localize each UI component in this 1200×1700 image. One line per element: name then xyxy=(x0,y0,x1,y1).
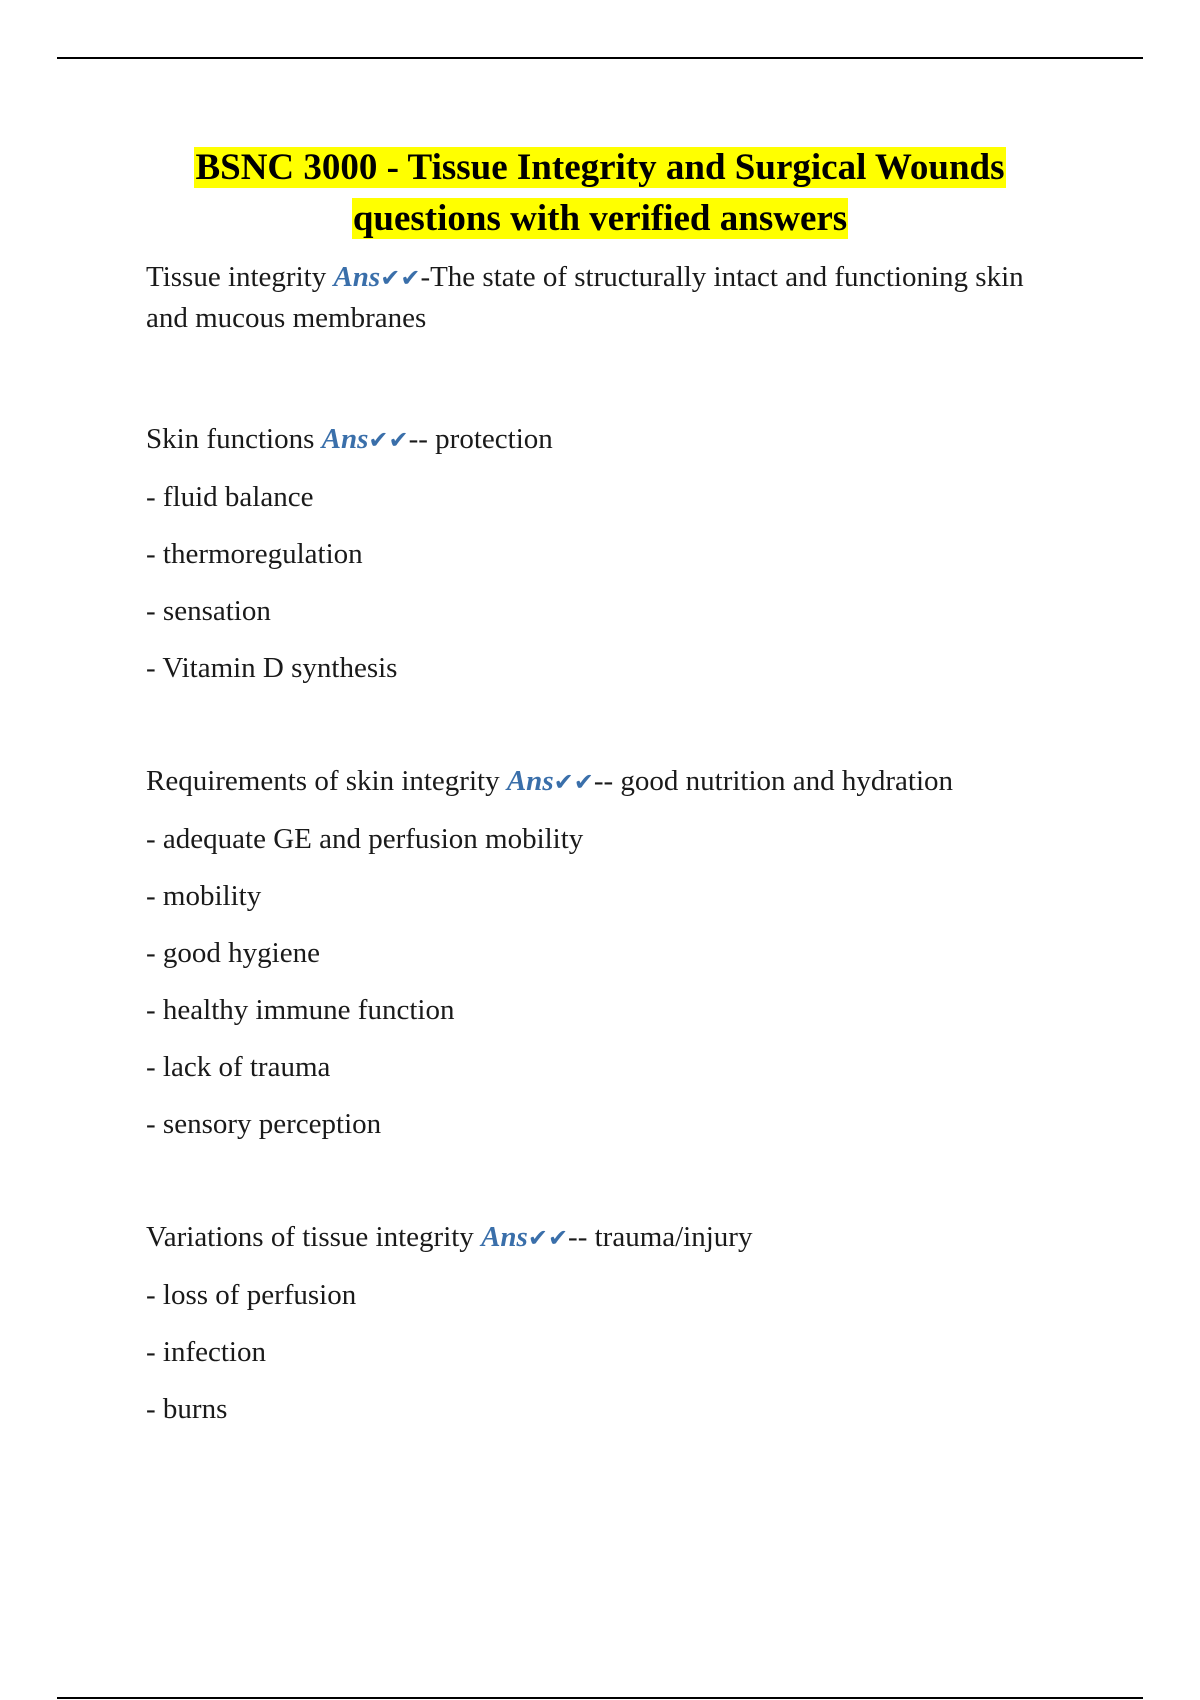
list-item: - sensory perception xyxy=(146,1108,382,1140)
list-item: - thermoregulation xyxy=(146,538,363,570)
spacer xyxy=(146,338,1066,411)
answer-marker: Ans xyxy=(321,423,369,455)
question-text: Skin functions xyxy=(146,423,322,455)
list-item: - sensation xyxy=(146,595,271,627)
title-line-1: BSNC 3000 - Tissue Integrity and Surgical Wounds xyxy=(195,147,1005,188)
check-mark-icon: ✔✔ xyxy=(368,426,409,454)
qa-block-requirements-skin-integrity xyxy=(146,753,1066,1153)
question-line xyxy=(146,753,1066,811)
answer-text: -The state of structurally intact and functioning skin and mucous membranes xyxy=(146,261,1024,334)
list-item: - mobility xyxy=(146,880,262,912)
list-item: - burns xyxy=(146,1393,228,1425)
question-text: Requirements of skin integrity xyxy=(146,765,507,797)
answer-marker: Ans xyxy=(481,1221,528,1253)
answer-marker: Ans xyxy=(506,765,554,797)
document-title xyxy=(120,142,1080,244)
question-text: Variations of tissue integrity xyxy=(146,1221,482,1253)
list-item: - healthy immune function xyxy=(146,994,455,1026)
list-item: - Vitamin D synthesis xyxy=(146,652,398,684)
header-rule xyxy=(57,57,1143,59)
title-line-2: questions with verified answers xyxy=(352,198,848,239)
question-text: Tissue integrity xyxy=(146,261,334,293)
list-item: - adequate GE and perfusion mobility xyxy=(146,823,584,855)
check-mark-icon: ✔✔ xyxy=(553,768,594,796)
question-line xyxy=(146,1209,1066,1267)
list-item: - infection xyxy=(146,1336,266,1368)
check-mark-icon: ✔✔ xyxy=(380,264,421,292)
list-item: - lack of trauma xyxy=(146,1051,331,1083)
qa-content xyxy=(146,257,1066,1438)
answer-marker: Ans xyxy=(333,261,381,293)
list-item: - good hygiene xyxy=(146,937,320,969)
question-line xyxy=(146,411,1066,469)
spacer xyxy=(146,697,1066,753)
footer-rule xyxy=(57,1697,1143,1699)
list-item: - fluid balance xyxy=(146,481,314,513)
list-item: - loss of perfusion xyxy=(146,1279,357,1311)
answer-text: -- good nutrition and hydration xyxy=(593,765,954,797)
qa-block-tissue-integrity xyxy=(146,257,1066,338)
qa-block-skin-functions xyxy=(146,411,1066,697)
spacer xyxy=(146,1153,1066,1209)
check-mark-icon: ✔✔ xyxy=(527,1224,569,1252)
qa-block-variations-tissue-integrity xyxy=(146,1209,1066,1438)
answer-text: -- protection xyxy=(408,423,553,455)
answer-text: -- trauma/injury xyxy=(568,1221,753,1253)
